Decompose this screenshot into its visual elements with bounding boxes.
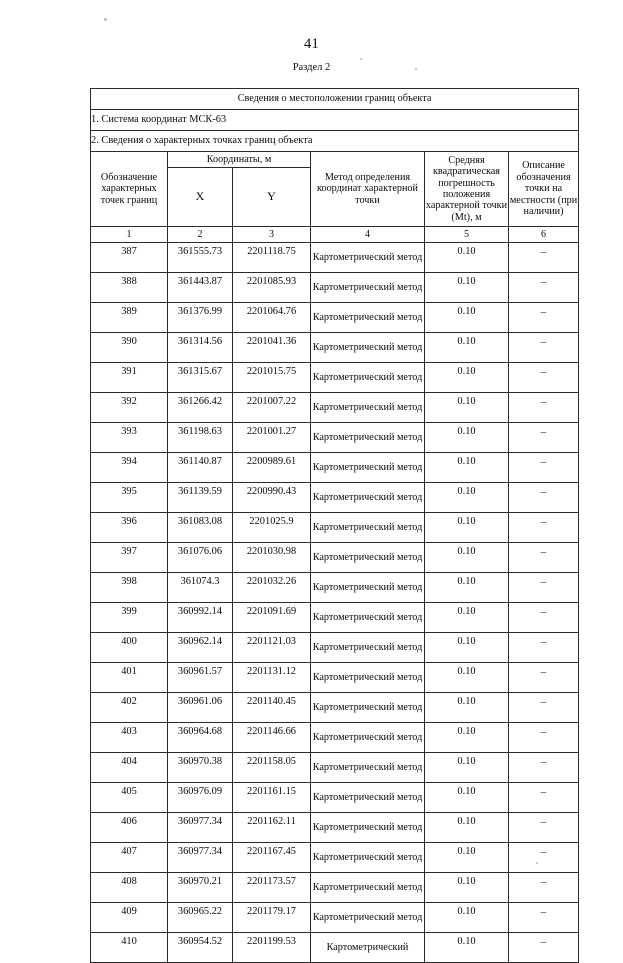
header-y: Y <box>233 168 311 227</box>
cell-error: 0.10 <box>425 303 509 333</box>
table-row <box>91 423 579 453</box>
cell-point: 392 <box>91 393 168 423</box>
column-number-4: 4 <box>311 227 425 243</box>
cell-point: 398 <box>91 573 168 603</box>
cell-error: 0.10 <box>425 363 509 393</box>
cell-description: – <box>509 423 579 453</box>
cell-point: 405 <box>91 783 168 813</box>
table-title-banner: Сведения о местоположении границ объекта <box>91 89 579 110</box>
cell-method: Картометрический метод <box>311 843 425 873</box>
cell-description: – <box>509 273 579 303</box>
table-row <box>91 363 579 393</box>
cell-x: 360977.34 <box>168 813 233 843</box>
cell-error: 0.10 <box>425 813 509 843</box>
cell-description: – <box>509 573 579 603</box>
cell-y: 2201167.45 <box>233 843 311 873</box>
points-section-label: 2. Сведения о характерных точках границ объекта <box>91 131 579 152</box>
header-mean-square-error: Средняя квадратическая погрешность положения характерной точки (Мt), м <box>425 152 509 227</box>
cell-method: Картометрический метод <box>311 723 425 753</box>
header-row-top <box>91 152 579 168</box>
cell-y: 2201030.98 <box>233 543 311 573</box>
column-number-3: 3 <box>233 227 311 243</box>
cell-x: 360962.14 <box>168 633 233 663</box>
cell-error: 0.10 <box>425 753 509 783</box>
header-point-designation: Обозначение характерных точек границ <box>91 152 168 227</box>
cell-error: 0.10 <box>425 423 509 453</box>
cell-description: – <box>509 543 579 573</box>
cell-x: 361314.56 <box>168 333 233 363</box>
cell-method: Картометрический метод <box>311 783 425 813</box>
cell-point: 400 <box>91 633 168 663</box>
cell-error: 0.10 <box>425 723 509 753</box>
table-row <box>91 543 579 573</box>
cell-error: 0.10 <box>425 633 509 663</box>
table-row <box>91 333 579 363</box>
cell-x: 360970.21 <box>168 873 233 903</box>
cell-method: Картометрический метод <box>311 663 425 693</box>
cell-description: – <box>509 633 579 663</box>
table-row <box>91 843 579 873</box>
cell-error: 0.10 <box>425 663 509 693</box>
cell-y: 2201041.36 <box>233 333 311 363</box>
cell-y: 2201179.17 <box>233 903 311 933</box>
table-row <box>91 483 579 513</box>
cell-method: Картометрический метод <box>311 483 425 513</box>
cell-error: 0.10 <box>425 543 509 573</box>
table-row <box>91 633 579 663</box>
cell-description: – <box>509 243 579 273</box>
cell-x: 360961.57 <box>168 663 233 693</box>
cell-x: 360965.22 <box>168 903 233 933</box>
coordinate-system-row <box>91 110 579 131</box>
cell-y: 2200989.61 <box>233 453 311 483</box>
cell-y: 2201007.22 <box>233 393 311 423</box>
cell-method: Картометрический метод <box>311 393 425 423</box>
cell-point: 406 <box>91 813 168 843</box>
cell-error: 0.10 <box>425 243 509 273</box>
cell-error: 0.10 <box>425 573 509 603</box>
cell-error: 0.10 <box>425 273 509 303</box>
cell-x: 361076.06 <box>168 543 233 573</box>
cell-point: 410 <box>91 933 168 963</box>
table-row <box>91 393 579 423</box>
table-row <box>91 933 579 963</box>
cell-x: 361198.63 <box>168 423 233 453</box>
cell-error: 0.10 <box>425 933 509 963</box>
cell-x: 361139.59 <box>168 483 233 513</box>
cell-x: 361555.73 <box>168 243 233 273</box>
cell-description: – <box>509 873 579 903</box>
cell-y: 2201199.53 <box>233 933 311 963</box>
cell-x: 360977.34 <box>168 843 233 873</box>
cell-description: – <box>509 843 579 873</box>
cell-point: 389 <box>91 303 168 333</box>
table-row <box>91 783 579 813</box>
cell-point: 402 <box>91 693 168 723</box>
cell-point: 388 <box>91 273 168 303</box>
table-row <box>91 453 579 483</box>
cell-description: – <box>509 783 579 813</box>
cell-point: 404 <box>91 753 168 783</box>
boundary-points-table <box>90 88 579 963</box>
cell-y: 2201001.27 <box>233 423 311 453</box>
cell-method: Картометрический метод <box>311 753 425 783</box>
cell-y: 2201091.69 <box>233 603 311 633</box>
cell-y: 2201085.93 <box>233 273 311 303</box>
cell-method: Картометрический метод <box>311 243 425 273</box>
cell-y: 2201025.9 <box>233 513 311 543</box>
cell-method: Картометрический метод <box>311 693 425 723</box>
coordinate-system-label: 1. Система координат МСК-63 <box>91 110 579 131</box>
column-number-5: 5 <box>425 227 509 243</box>
cell-method: Картометрический метод <box>311 363 425 393</box>
cell-point: 391 <box>91 363 168 393</box>
cell-method: Картометрический метод <box>311 903 425 933</box>
cell-method: Картометрический метод <box>311 603 425 633</box>
cell-description: – <box>509 303 579 333</box>
cell-error: 0.10 <box>425 903 509 933</box>
cell-x: 361140.87 <box>168 453 233 483</box>
cell-description: – <box>509 483 579 513</box>
cell-error: 0.10 <box>425 333 509 363</box>
table-row <box>91 813 579 843</box>
table-row <box>91 243 579 273</box>
cell-description: – <box>509 753 579 783</box>
cell-point: 387 <box>91 243 168 273</box>
cell-error: 0.10 <box>425 483 509 513</box>
cell-point: 399 <box>91 603 168 633</box>
cell-method: Картометрический метод <box>311 423 425 453</box>
cell-point: 396 <box>91 513 168 543</box>
cell-description: – <box>509 813 579 843</box>
table-row <box>91 513 579 543</box>
page-number: 41 <box>303 36 320 52</box>
scan-speckle <box>104 18 107 21</box>
cell-method: Картометрический метод <box>311 633 425 663</box>
cell-x: 360970.38 <box>168 753 233 783</box>
cell-description: – <box>509 333 579 363</box>
cell-description: – <box>509 513 579 543</box>
cell-method: Картометрический метод <box>311 303 425 333</box>
cell-y: 2201158.05 <box>233 753 311 783</box>
header-x: X <box>168 168 233 227</box>
cell-x: 360992.14 <box>168 603 233 633</box>
cell-error: 0.10 <box>425 873 509 903</box>
cell-x: 361083.08 <box>168 513 233 543</box>
cell-error: 0.10 <box>425 783 509 813</box>
table-row <box>91 603 579 633</box>
cell-method: Картометрический метод <box>311 813 425 843</box>
cell-description: – <box>509 903 579 933</box>
column-number-6: 6 <box>509 227 579 243</box>
cell-point: 394 <box>91 453 168 483</box>
cell-y: 2201015.75 <box>233 363 311 393</box>
cell-y: 2201140.45 <box>233 693 311 723</box>
cell-x: 360961.06 <box>168 693 233 723</box>
cell-method: Картометрический метод <box>311 453 425 483</box>
cell-method: Картометрический метод <box>311 543 425 573</box>
cell-method: Картометрический метод <box>311 513 425 543</box>
cell-y: 2201032.26 <box>233 573 311 603</box>
cell-y: 2201173.57 <box>233 873 311 903</box>
cell-error: 0.10 <box>425 513 509 543</box>
table-row <box>91 663 579 693</box>
cell-method: Картометрический метод <box>311 573 425 603</box>
cell-method: Картометрический метод <box>311 273 425 303</box>
cell-x: 361266.42 <box>168 393 233 423</box>
cell-x: 361443.87 <box>168 273 233 303</box>
table-title-row <box>91 89 579 110</box>
cell-description: – <box>509 603 579 633</box>
table-row <box>91 903 579 933</box>
cell-point: 407 <box>91 843 168 873</box>
cell-x: 361315.67 <box>168 363 233 393</box>
cell-method: Картометрический метод <box>311 333 425 363</box>
table-row <box>91 723 579 753</box>
cell-error: 0.10 <box>425 453 509 483</box>
cell-y: 2201121.03 <box>233 633 311 663</box>
cell-point: 393 <box>91 423 168 453</box>
cell-x: 360976.09 <box>168 783 233 813</box>
header-method: Метод определения координат характерной точки <box>311 152 425 227</box>
cell-y: 2201118.75 <box>233 243 311 273</box>
table-row <box>91 693 579 723</box>
header-description: Описание обозначения точки на местности (при наличии) <box>509 152 579 227</box>
column-number-row <box>91 227 579 243</box>
table-row <box>91 303 579 333</box>
cell-error: 0.10 <box>425 603 509 633</box>
table-row <box>91 273 579 303</box>
cell-method: Картометрический <box>311 933 425 963</box>
cell-error: 0.10 <box>425 843 509 873</box>
cell-x: 361376.99 <box>168 303 233 333</box>
cell-description: – <box>509 663 579 693</box>
cell-y: 2201161.15 <box>233 783 311 813</box>
cell-point: 397 <box>91 543 168 573</box>
cell-point: 408 <box>91 873 168 903</box>
cell-point: 401 <box>91 663 168 693</box>
cell-description: – <box>509 933 579 963</box>
column-number-2: 2 <box>168 227 233 243</box>
section-caption: Раздел 2 <box>292 62 331 73</box>
header-coordinates-group: Координаты, м <box>168 152 311 168</box>
cell-y: 2201131.12 <box>233 663 311 693</box>
cell-description: – <box>509 363 579 393</box>
cell-error: 0.10 <box>425 393 509 423</box>
cell-description: – <box>509 393 579 423</box>
scan-speckle <box>360 58 362 60</box>
cell-point: 409 <box>91 903 168 933</box>
cell-point: 403 <box>91 723 168 753</box>
table-row <box>91 753 579 783</box>
cell-y: 2201064.76 <box>233 303 311 333</box>
cell-x: 360954.52 <box>168 933 233 963</box>
table-row <box>91 873 579 903</box>
points-section-row <box>91 131 579 152</box>
cell-error: 0.10 <box>425 693 509 723</box>
cell-y: 2201146.66 <box>233 723 311 753</box>
cell-y: 2200990.43 <box>233 483 311 513</box>
cell-point: 395 <box>91 483 168 513</box>
cell-point: 390 <box>91 333 168 363</box>
cell-description: – <box>509 693 579 723</box>
cell-x: 360964.68 <box>168 723 233 753</box>
cell-method: Картометрический метод <box>311 873 425 903</box>
table-row <box>91 573 579 603</box>
cell-y: 2201162.11 <box>233 813 311 843</box>
cell-description: – <box>509 723 579 753</box>
cell-x: 361074.3 <box>168 573 233 603</box>
cell-description: – <box>509 453 579 483</box>
column-number-1: 1 <box>91 227 168 243</box>
